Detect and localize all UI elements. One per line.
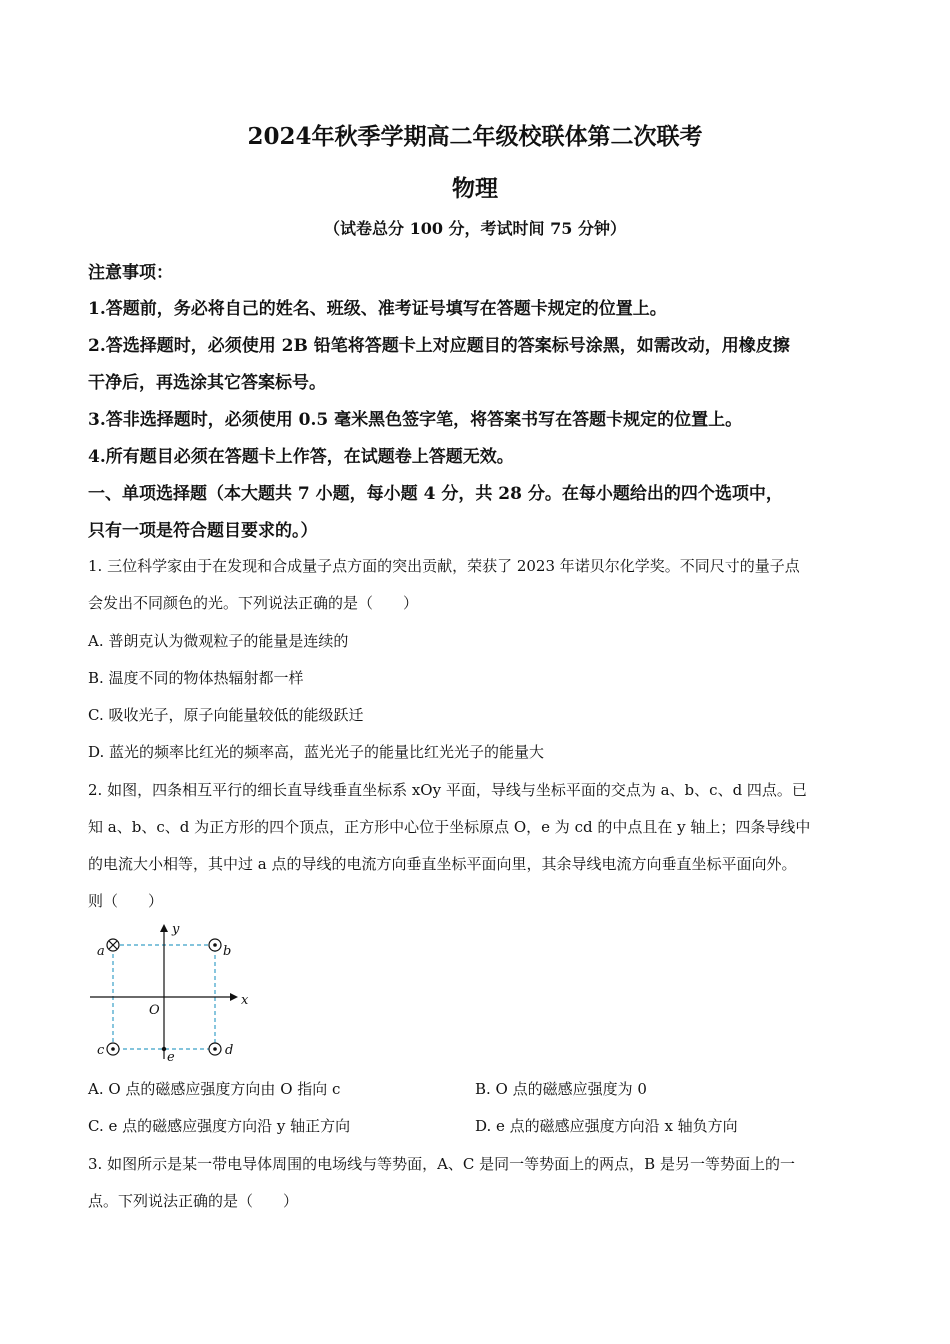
point-e <box>162 1047 166 1051</box>
label-d: d <box>225 1043 234 1058</box>
subject-title: 物理 <box>452 175 498 202</box>
label-y: y <box>172 922 180 937</box>
q2-option-a: A. O 点的磁感应强度方向由 O 指向 c <box>88 1080 341 1098</box>
q2-option-c: C. e 点的磁感应强度方向沿 y 轴正方向 <box>88 1117 351 1135</box>
q2-stem: 则（ ） <box>88 892 164 910</box>
exam-info: （试卷总分 100 分，考试时间 75 分钟） <box>324 219 626 238</box>
q2-stem: 的电流大小相等，其中过 a 点的导线的电流方向垂直坐标平面向里，其余导线电流方向垂直坐标平面向外。 <box>88 855 797 873</box>
q2-option-b: B. O 点的磁感应强度为 0 <box>475 1080 647 1098</box>
label-b: b <box>223 944 232 959</box>
q2-stem: 知 a、b、c、d 为正方形的四个顶点，正方形中心位于坐标原点 O，e 为 cd 的中点且在 y 轴上；四条导线中 <box>88 818 811 836</box>
x-axis-arrow <box>230 993 238 1001</box>
label-origin: O <box>149 1003 160 1018</box>
exam-title: 2024年秋季学期高二年级校联体第二次联考 <box>247 123 703 150</box>
q1-option-c: C. 吸收光子，原子向能量较低的能级跃迁 <box>88 706 364 724</box>
q3-stem: 点。下列说法正确的是（ ） <box>88 1192 299 1210</box>
section-heading: 一、单项选择题（本大题共 7 小题，每小题 4 分，共 28 分。在每小题给出的四个选项中， <box>88 484 783 504</box>
note-item: 1.答题前，务必将自己的姓名、班级、准考证号填写在答题卡规定的位置上。 <box>88 299 667 319</box>
label-a: a <box>97 944 105 959</box>
q2-figure <box>88 914 258 1064</box>
note-item: 4.所有题目必须在答题卡上作答，在试题卷上答题无效。 <box>88 447 514 467</box>
label-e: e <box>167 1050 175 1064</box>
notes-heading: 注意事项： <box>88 263 173 283</box>
y-axis-arrow <box>160 924 168 932</box>
q1-stem: 会发出不同颜色的光。下列说法正确的是（ ） <box>88 594 419 612</box>
q1-option-a: A. 普朗克认为微观粒子的能量是连续的 <box>88 632 349 650</box>
section-heading-cont: 只有一项是符合题目要求的。） <box>88 521 318 541</box>
label-c: c <box>97 1043 105 1058</box>
wire-c-out-of-page-icon <box>107 1043 119 1055</box>
q3-stem: 3. 如图所示是某一带电导体周围的电场线与等势面，A、C 是同一等势面上的两点，B 是另一等势面上的一 <box>88 1155 795 1173</box>
note-item: 2.答选择题时，必须使用 2B 铅笔将答题卡上对应题目的答案标号涂黑，如需改动，用橡皮擦 <box>88 336 790 356</box>
label-x: x <box>241 993 249 1008</box>
q1-stem: 1. 三位科学家由于在发现和合成量子点方面的突出贡献，荣获了 2023 年诺贝尔化学奖。不同尺寸的量子点 <box>88 557 800 575</box>
wire-a-into-page-icon <box>107 939 119 951</box>
q2-stem: 2. 如图，四条相互平行的细长直导线垂直坐标系 xOy 平面，导线与坐标平面的交点为 a、b、c、d 四点。已 <box>88 781 807 799</box>
wire-d-out-of-page-icon <box>209 1043 221 1055</box>
q2-option-d: D. e 点的磁感应强度方向沿 x 轴负方向 <box>475 1117 738 1135</box>
q1-option-b: B. 温度不同的物体热辐射都一样 <box>88 669 304 687</box>
q1-option-d: D. 蓝光的频率比红光的频率高，蓝光光子的能量比红光光子的能量大 <box>88 743 545 761</box>
wire-b-out-of-page-icon <box>209 939 221 951</box>
note-item: 3.答非选择题时，必须使用 0.5 毫米黑色签字笔，将答案书写在答题卡规定的位置上。 <box>88 410 743 430</box>
note-item: 干净后，再选涂其它答案标号。 <box>88 373 326 393</box>
